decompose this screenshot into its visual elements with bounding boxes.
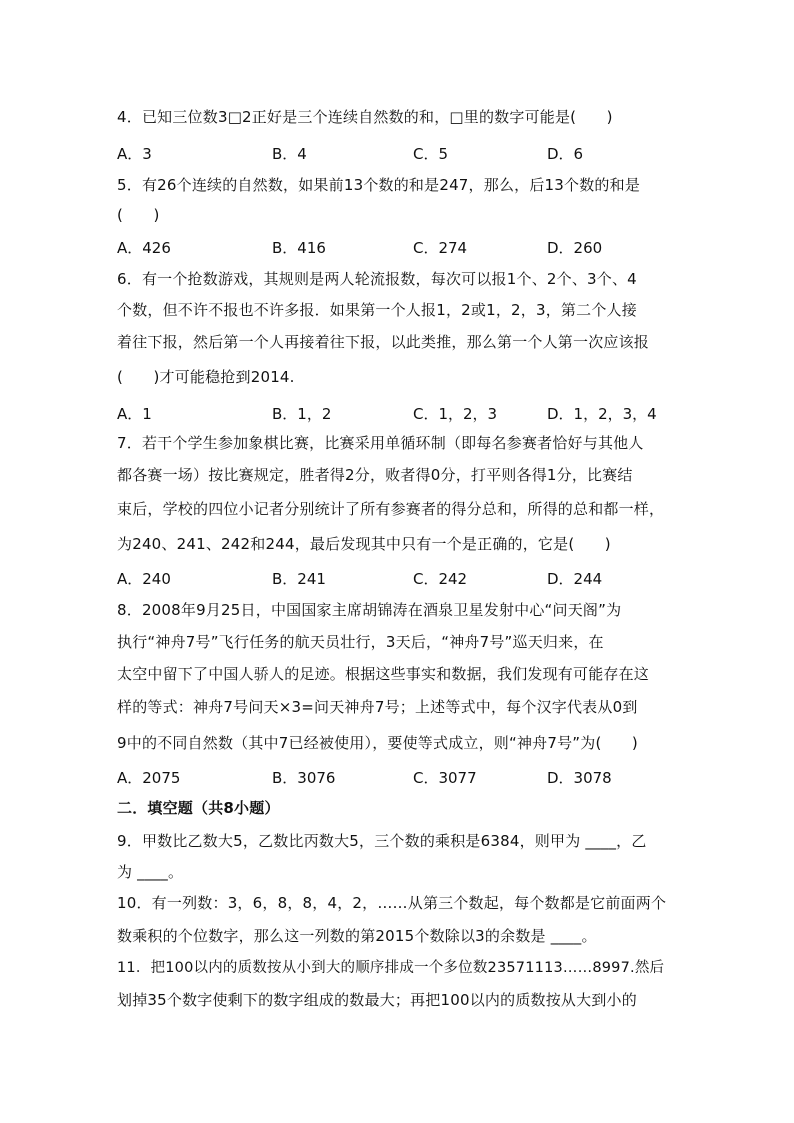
- question-9-line-1: 9．甲数比乙数大5，乙数比丙数大5，三个数的乘积是6384，则甲为 ____，乙: [117, 832, 647, 850]
- option-a: A．2075: [117, 769, 181, 787]
- question-8-line-1: 8．2008年9月25日，中国国家主席胡锦涛在酒泉卫星发射中心“问天阁”为: [117, 601, 622, 619]
- option-b: B．3076: [272, 769, 336, 787]
- question-7-options: [117, 569, 677, 589]
- question-6-line-1: 6．有一个抢数游戏，其规则是两人轮流报数，每次可以报1个、2个、3个、4: [117, 270, 637, 288]
- question-6-line-4: ( )才可能稳抢到2014.: [117, 368, 295, 386]
- option-d: D．1，2，3，4: [547, 405, 657, 423]
- question-5-line-1: 5．有26个连续的自然数，如果前13个数的和是247，那么，后13个数的和是: [117, 176, 641, 194]
- question-5-line-2: ( ): [117, 206, 160, 224]
- question-7-line-3: 束后，学校的四位小记者分别统计了所有参赛者的得分总和，所得的总和都一样，: [117, 500, 665, 518]
- option-d: D．244: [547, 570, 603, 588]
- question-11-line-1: 11．把100以内的质数按从小到大的顺序排成一个多位数23571113……8997.然后: [117, 960, 665, 976]
- question-7-line-4: 为240、241、242和244，最后发现其中只有一个是正确的，它是( ): [117, 535, 611, 553]
- option-c: C．1，2，3: [413, 405, 498, 423]
- question-5-options: [117, 238, 677, 258]
- option-b: B．241: [272, 570, 326, 588]
- question-8-options: [117, 768, 677, 788]
- question-9-line-2: 为 ____。: [117, 863, 184, 881]
- option-a: A．426: [117, 239, 171, 257]
- question-8-line-2: 执行“神舟7号”飞行任务的航天员壮行，3天后，“神舟7号”巡天归来，在: [117, 633, 604, 651]
- section-title: 二．填空题（共8小题）: [117, 799, 280, 817]
- question-8-line-3: 太空中留下了中国人骄人的足迹。根据这些事实和数据，我们发现有可能存在这: [117, 665, 650, 683]
- option-c: C．242: [413, 570, 468, 588]
- question-10-line-1: 10．有一列数：3，6，8，8，4，2，……从第三个数起，每个数都是它前面两个: [117, 894, 667, 912]
- option-d: D．3078: [547, 769, 612, 787]
- option-c: C．3077: [413, 769, 477, 787]
- option-b: B．4: [272, 145, 307, 163]
- option-a: A．1: [117, 405, 152, 423]
- question-8-line-5: 9中的不同自然数（其中7已经被使用），要使等式成立，则“神舟7号”为( ): [117, 734, 638, 752]
- option-b: B．1，2: [272, 405, 332, 423]
- question-4-line-1: 4．已知三位数3□2正好是三个连续自然数的和，□里的数字可能是( ): [117, 108, 613, 126]
- question-8-line-4: 样的等式：神舟7号问天×3=问天神舟7号；上述等式中，每个汉字代表从0到: [117, 698, 638, 716]
- option-a: A．3: [117, 145, 152, 163]
- question-10-line-2: 数乘积的个位数字，那么这一列数的第2015个数除以3的余数是 ____。: [117, 927, 597, 945]
- option-c: C．274: [413, 239, 468, 257]
- question-7-line-1: 7．若干个学生参加象棋比赛，比赛采用单循环制（即每名参赛者恰好与其他人: [117, 434, 644, 452]
- question-4-options: [117, 144, 677, 164]
- question-6-line-3: 着往下报，然后第一个人再接着往下报，以此类推，那么第一个人第一次应该报: [117, 333, 650, 351]
- question-6-line-2: 个数，但不许不报也不许多报．如果第一个人报1，2或1，2，3，第二个人接: [117, 301, 637, 319]
- question-11-line-2: 划掉35个数字使剩下的数字组成的数最大；再把100以内的质数按从大到小的: [117, 991, 637, 1009]
- question-6-options: [117, 404, 677, 424]
- option-a: A．240: [117, 570, 171, 588]
- option-c: C．5: [413, 145, 449, 163]
- option-d: D．260: [547, 239, 603, 257]
- option-d: D．6: [547, 145, 584, 163]
- option-b: B．416: [272, 239, 326, 257]
- question-7-line-2: 都各赛一场）按比赛规定，胜者得2分，败者得0分，打平则各得1分，比赛结: [117, 466, 633, 484]
